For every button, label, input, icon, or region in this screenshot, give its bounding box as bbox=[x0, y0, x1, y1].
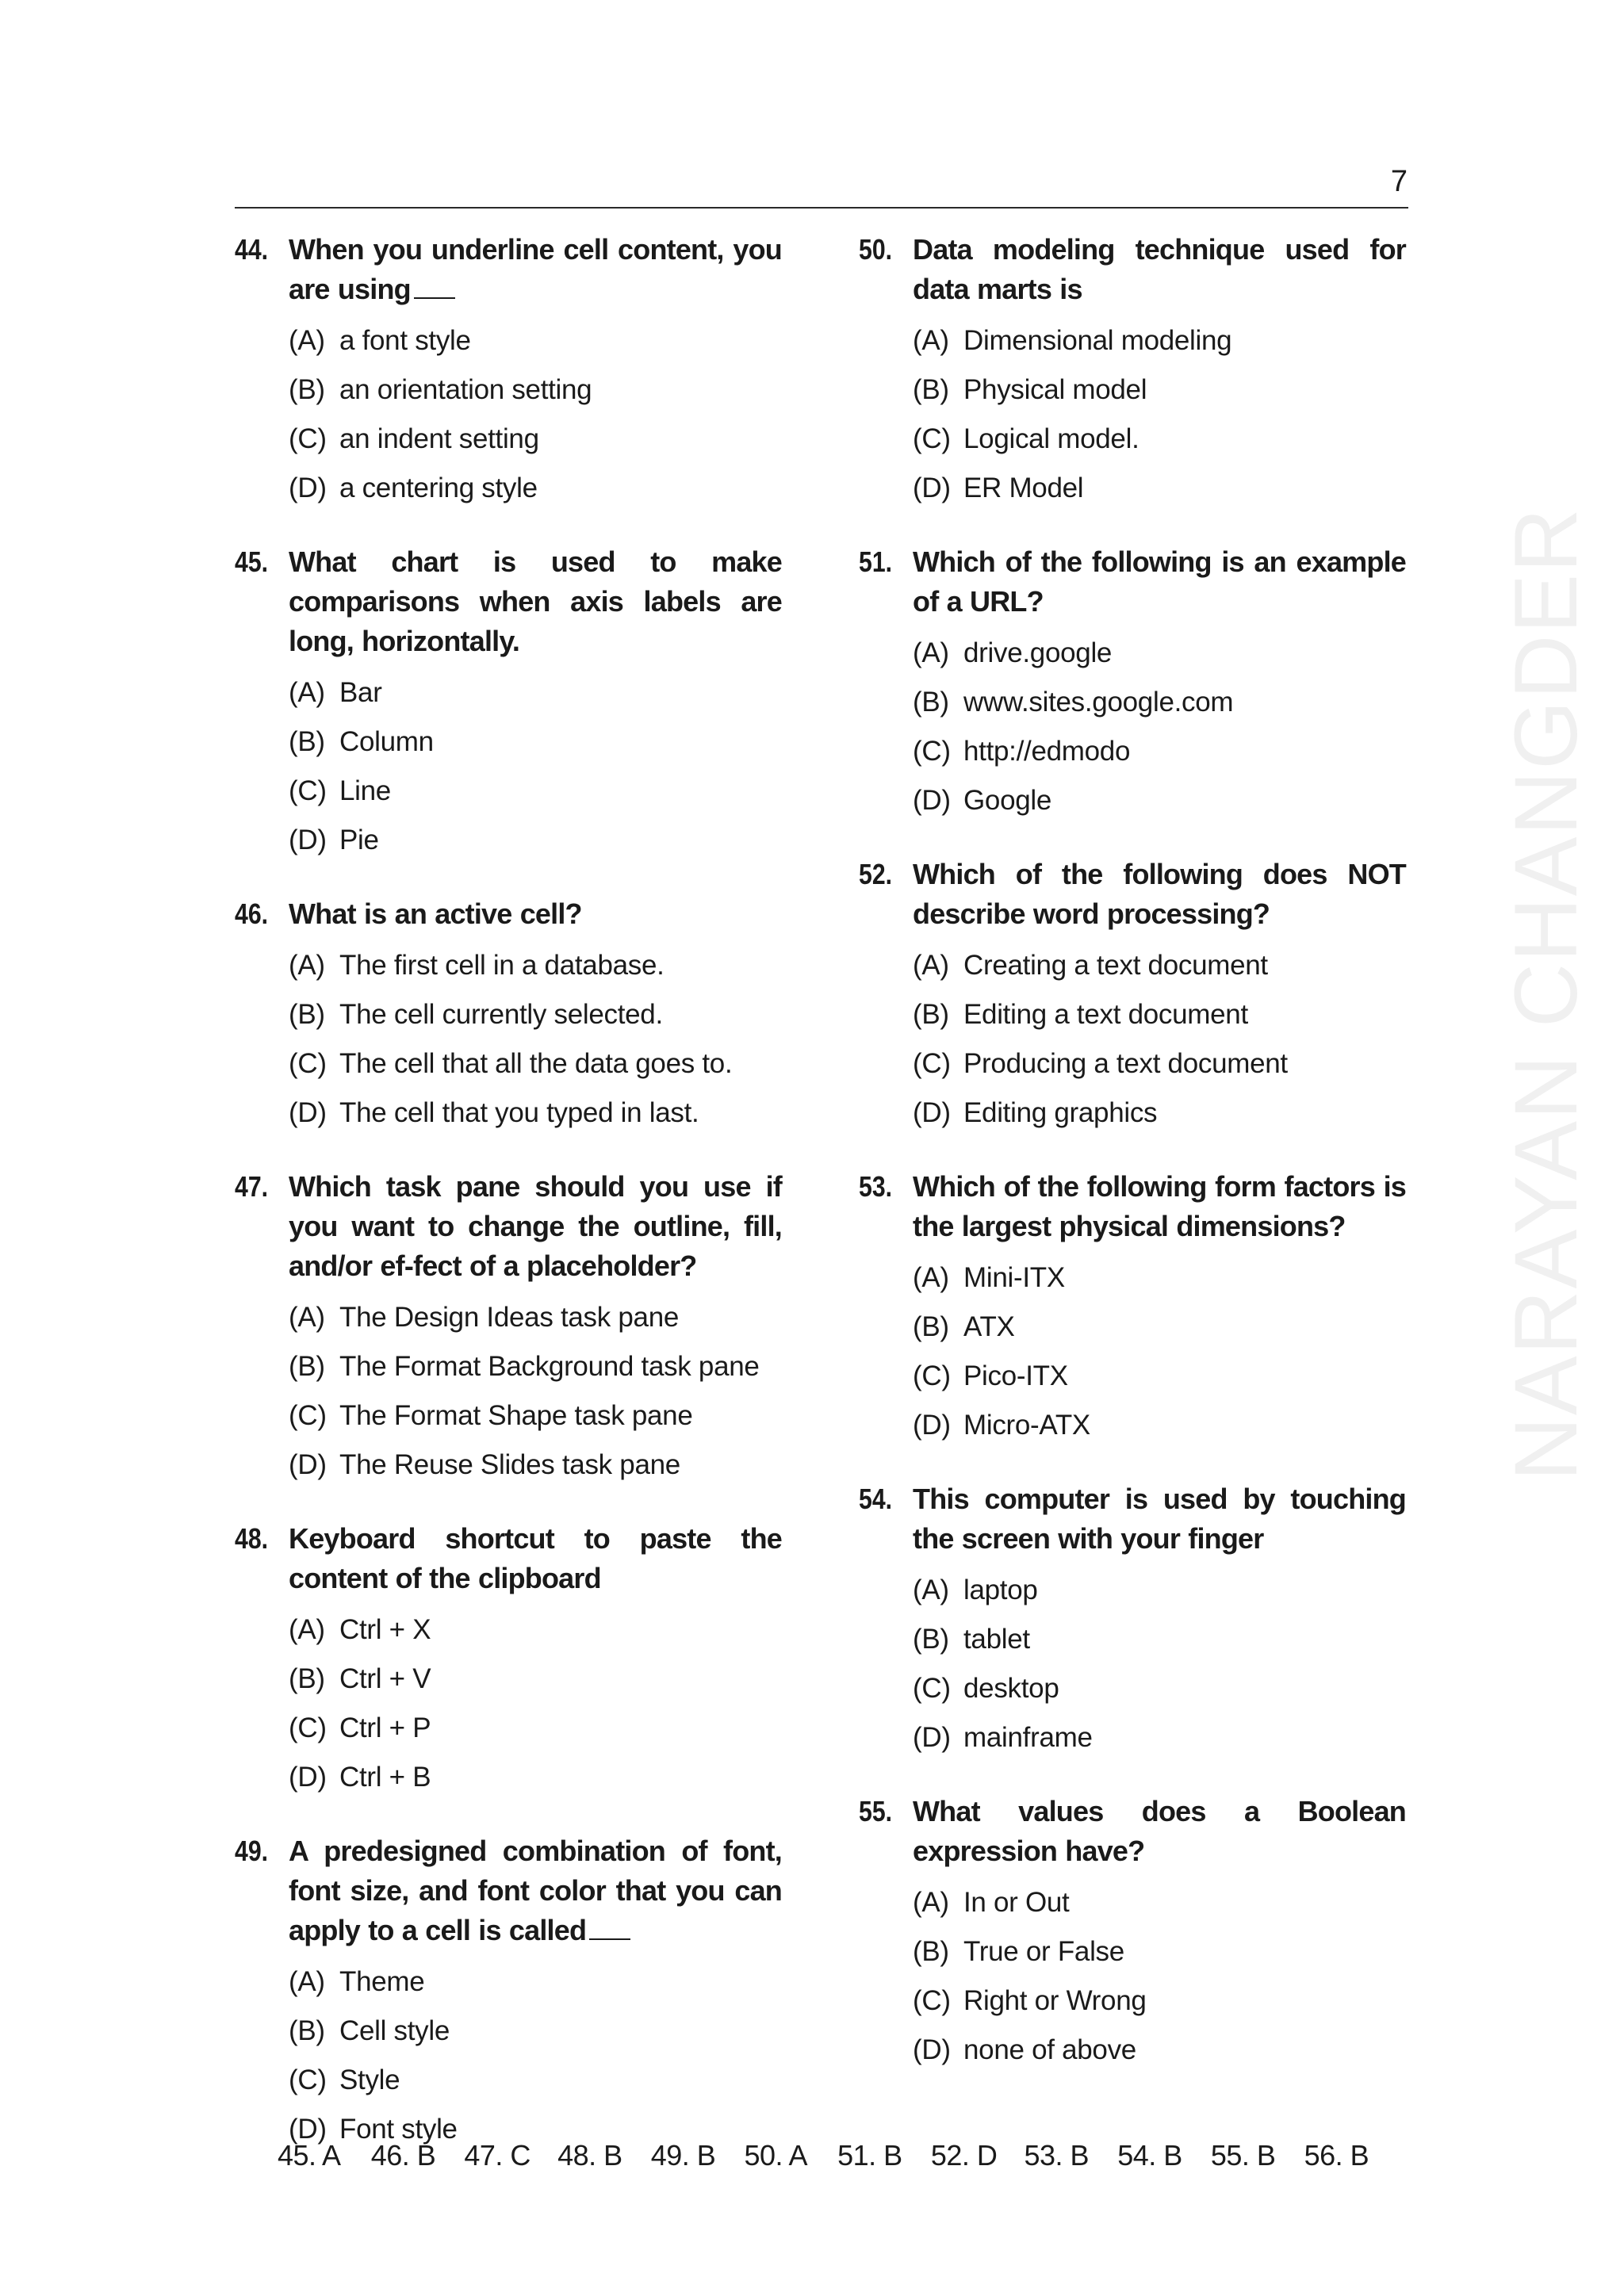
option-text: Dimensional modeling bbox=[963, 325, 1232, 356]
option-b bbox=[289, 1342, 782, 1391]
option-c bbox=[289, 1039, 782, 1089]
option-d bbox=[289, 816, 782, 865]
option-text: http://edmodo bbox=[963, 736, 1131, 767]
option-letter: (D) bbox=[913, 1410, 951, 1441]
option-a bbox=[913, 629, 1406, 678]
option-text: The Design Ideas task pane bbox=[339, 1302, 680, 1333]
answer-key-entry: 53. B bbox=[1024, 2139, 1090, 2172]
option-text: desktop bbox=[963, 1673, 1059, 1704]
option-a bbox=[289, 316, 782, 365]
option-letter: (A) bbox=[913, 1262, 949, 1293]
question-stem bbox=[913, 1479, 1406, 1559]
question-stem bbox=[913, 230, 1406, 309]
option-letter: (C) bbox=[913, 423, 951, 454]
option-letter: (C) bbox=[913, 1673, 951, 1704]
answer-key-entry: 49. B bbox=[650, 2139, 716, 2172]
option-text: Theme bbox=[339, 1966, 425, 1997]
option-b bbox=[289, 2007, 782, 2056]
option-text: Ctrl + B bbox=[339, 1762, 431, 1793]
question-45 bbox=[235, 542, 782, 865]
option-text: Producing a text document bbox=[963, 1048, 1288, 1079]
option-letter: (D) bbox=[289, 1449, 327, 1480]
option-a bbox=[913, 941, 1406, 990]
option-letter: (C) bbox=[289, 1712, 327, 1743]
option-c bbox=[289, 767, 782, 816]
question-stem bbox=[289, 1831, 782, 1950]
question-stem-text: When you underline cell content, you are using bbox=[289, 233, 782, 305]
question-stem-text: Which task pane should you use if you want to change the outline, fill, and/or ef-fect of a placeholder? bbox=[289, 1170, 782, 1282]
question-number: 44. bbox=[235, 233, 269, 266]
option-text: The Format Background task pane bbox=[339, 1351, 760, 1382]
option-b bbox=[289, 1655, 782, 1704]
option-b bbox=[289, 718, 782, 767]
option-text: laptop bbox=[963, 1575, 1038, 1605]
option-text: tablet bbox=[963, 1624, 1030, 1655]
question-number: 55. bbox=[859, 1795, 893, 1827]
option-text: The cell currently selected. bbox=[339, 999, 663, 1030]
option-text: Editing a text document bbox=[963, 999, 1248, 1030]
option-d bbox=[289, 1089, 782, 1138]
option-c bbox=[913, 1664, 1406, 1713]
option-d bbox=[913, 464, 1406, 513]
option-c bbox=[913, 1352, 1406, 1401]
option-d bbox=[913, 1713, 1406, 1762]
option-letter: (B) bbox=[289, 374, 325, 405]
option-letter: (B) bbox=[913, 374, 949, 405]
question-50 bbox=[859, 230, 1406, 513]
right-column bbox=[859, 230, 1406, 2104]
option-d bbox=[913, 2026, 1406, 2075]
option-text: The Reuse Slides task pane bbox=[339, 1449, 680, 1480]
option-c bbox=[913, 727, 1406, 776]
option-d bbox=[913, 1089, 1406, 1138]
option-b bbox=[913, 1927, 1406, 1976]
option-letter: (B) bbox=[913, 1624, 949, 1655]
option-letter: (B) bbox=[913, 1311, 949, 1342]
option-text: True or False bbox=[963, 1936, 1124, 1967]
option-letter: (A) bbox=[289, 1614, 325, 1645]
answer-key-entry: 54. B bbox=[1117, 2139, 1182, 2172]
question-stem bbox=[289, 1519, 782, 1598]
left-column bbox=[235, 230, 782, 2183]
option-text: In or Out bbox=[963, 1887, 1070, 1918]
answer-key-entry: 50. A bbox=[744, 2139, 808, 2172]
option-text: Google bbox=[963, 785, 1052, 816]
question-53 bbox=[859, 1167, 1406, 1450]
option-b bbox=[289, 365, 782, 415]
watermark: NARAYAN CHANGDER bbox=[1496, 507, 1595, 1481]
option-letter: (C) bbox=[289, 1048, 327, 1079]
option-letter: (A) bbox=[289, 1302, 325, 1333]
option-letter: (D) bbox=[913, 1722, 951, 1753]
option-b bbox=[913, 1615, 1406, 1664]
question-46 bbox=[235, 894, 782, 1138]
option-letter: (B) bbox=[289, 2015, 325, 2046]
question-number: 54. bbox=[859, 1483, 893, 1515]
question-49 bbox=[235, 1831, 782, 2154]
option-letter: (D) bbox=[289, 1762, 327, 1793]
option-text: Creating a text document bbox=[963, 950, 1268, 981]
option-text: Column bbox=[339, 726, 434, 757]
question-stem bbox=[289, 542, 782, 661]
question-55 bbox=[859, 1792, 1406, 2075]
question-stem bbox=[913, 542, 1406, 622]
option-letter: (C) bbox=[913, 1048, 951, 1079]
option-letter: (B) bbox=[913, 687, 949, 718]
question-number: 47. bbox=[235, 1170, 269, 1203]
question-48 bbox=[235, 1519, 782, 1802]
question-stem bbox=[913, 1167, 1406, 1246]
question-stem-text: Which of the following does NOT describe word processing? bbox=[913, 858, 1406, 930]
option-letter: (C) bbox=[913, 736, 951, 767]
option-text: Ctrl + X bbox=[339, 1614, 431, 1645]
page-number: 7 bbox=[1390, 165, 1408, 198]
option-letter: (D) bbox=[913, 2034, 951, 2065]
question-stem bbox=[913, 1792, 1406, 1871]
option-letter: (C) bbox=[289, 423, 327, 454]
answer-key-entry: 48. B bbox=[557, 2139, 622, 2172]
question-52 bbox=[859, 855, 1406, 1138]
answer-key-entry: 46. B bbox=[370, 2139, 436, 2172]
answer-key-entry: 51. B bbox=[837, 2139, 902, 2172]
option-text: a centering style bbox=[339, 473, 538, 503]
option-text: ER Model bbox=[963, 473, 1084, 503]
answer-key-entry: 47. C bbox=[464, 2139, 530, 2172]
question-stem-text: Which of the following is an example of a URL? bbox=[913, 545, 1406, 618]
option-letter: (B) bbox=[913, 1936, 949, 1967]
question-stem-text: What is an active cell? bbox=[289, 897, 582, 930]
question-51 bbox=[859, 542, 1406, 825]
answer-blank bbox=[414, 274, 455, 299]
option-letter: (A) bbox=[913, 1887, 949, 1918]
option-letter: (C) bbox=[913, 1985, 951, 2016]
option-text: an orientation setting bbox=[339, 374, 592, 405]
option-text: Right or Wrong bbox=[963, 1985, 1147, 2016]
option-d bbox=[289, 464, 782, 513]
question-stem-text: A predesigned combination of font, font size, and font color that you can apply to a cell is called bbox=[289, 1835, 782, 1946]
option-text: Logical model. bbox=[963, 423, 1139, 454]
option-c bbox=[913, 1039, 1406, 1089]
answer-key-entry: 56. B bbox=[1304, 2139, 1369, 2172]
option-letter: (A) bbox=[289, 325, 325, 356]
option-b bbox=[913, 1303, 1406, 1352]
option-c bbox=[289, 1391, 782, 1441]
option-text: a font style bbox=[339, 325, 471, 356]
option-text: Pico-ITX bbox=[963, 1360, 1068, 1391]
question-stem-text: Data modeling technique used for data marts is bbox=[913, 233, 1406, 305]
option-text: Font style bbox=[339, 2114, 458, 2145]
option-text: an indent setting bbox=[339, 423, 539, 454]
option-text: www.sites.google.com bbox=[963, 687, 1234, 718]
option-letter: (D) bbox=[289, 2114, 327, 2145]
answer-blank bbox=[589, 1915, 630, 1940]
option-text: none of above bbox=[963, 2034, 1136, 2065]
option-letter: (B) bbox=[289, 1351, 325, 1382]
option-a bbox=[913, 316, 1406, 365]
option-text: Mini-ITX bbox=[963, 1262, 1065, 1293]
option-a bbox=[289, 941, 782, 990]
option-text: The first cell in a database. bbox=[339, 950, 665, 981]
option-c bbox=[913, 415, 1406, 464]
option-letter: (A) bbox=[913, 637, 949, 668]
question-number: 48. bbox=[235, 1522, 269, 1555]
question-stem-text: This computer is used by touching the screen with your finger bbox=[913, 1483, 1406, 1555]
option-d bbox=[913, 776, 1406, 825]
option-b bbox=[913, 365, 1406, 415]
option-text: Pie bbox=[339, 825, 379, 855]
question-47 bbox=[235, 1167, 782, 1490]
option-a bbox=[913, 1878, 1406, 1927]
question-54 bbox=[859, 1479, 1406, 1762]
option-letter: (D) bbox=[289, 473, 327, 503]
option-letter: (A) bbox=[289, 1966, 325, 1997]
option-text: Line bbox=[339, 775, 391, 806]
option-text: Cell style bbox=[339, 2015, 450, 2046]
option-letter: (A) bbox=[913, 1575, 949, 1605]
question-stem-text: Keyboard shortcut to paste the content of the clipboard bbox=[289, 1522, 782, 1594]
option-text: Editing graphics bbox=[963, 1097, 1158, 1128]
option-letter: (A) bbox=[289, 950, 325, 981]
option-text: Bar bbox=[339, 677, 382, 708]
option-text: Physical model bbox=[963, 374, 1147, 405]
option-letter: (B) bbox=[289, 1663, 325, 1694]
option-letter: (D) bbox=[913, 473, 951, 503]
option-letter: (C) bbox=[289, 775, 327, 806]
option-c bbox=[289, 2056, 782, 2105]
question-number: 53. bbox=[859, 1170, 893, 1203]
question-stem bbox=[289, 1167, 782, 1286]
question-stem bbox=[289, 230, 782, 309]
option-a bbox=[289, 668, 782, 718]
option-c bbox=[289, 1704, 782, 1753]
option-a bbox=[289, 1957, 782, 2007]
header-rule bbox=[235, 207, 1408, 209]
option-a bbox=[913, 1566, 1406, 1615]
option-b bbox=[289, 990, 782, 1039]
option-d bbox=[289, 1441, 782, 1490]
option-letter: (B) bbox=[289, 726, 325, 757]
question-number: 51. bbox=[859, 545, 893, 578]
question-stem-text: What values does a Boolean expression have? bbox=[913, 1795, 1406, 1867]
question-stem bbox=[913, 855, 1406, 934]
answer-key bbox=[278, 2139, 1419, 2172]
option-letter: (C) bbox=[289, 2064, 327, 2095]
option-a bbox=[913, 1253, 1406, 1303]
question-number: 52. bbox=[859, 858, 893, 890]
option-letter: (B) bbox=[289, 999, 325, 1030]
option-d bbox=[913, 1401, 1406, 1450]
option-c bbox=[289, 415, 782, 464]
option-letter: (D) bbox=[913, 785, 951, 816]
option-d bbox=[289, 1753, 782, 1802]
option-text: Ctrl + P bbox=[339, 1712, 431, 1743]
question-44 bbox=[235, 230, 782, 513]
option-text: mainframe bbox=[963, 1722, 1093, 1753]
option-text: The Format Shape task pane bbox=[339, 1400, 693, 1431]
option-letter: (A) bbox=[289, 677, 325, 708]
option-letter: (A) bbox=[913, 950, 949, 981]
option-text: The cell that all the data goes to. bbox=[339, 1048, 733, 1079]
option-a bbox=[289, 1605, 782, 1655]
answer-key-entry: 45. A bbox=[278, 2139, 341, 2172]
option-letter: (C) bbox=[289, 1400, 327, 1431]
question-number: 49. bbox=[235, 1835, 269, 1867]
option-text: The cell that you typed in last. bbox=[339, 1097, 699, 1128]
option-letter: (D) bbox=[289, 1097, 327, 1128]
option-text: Ctrl + V bbox=[339, 1663, 431, 1694]
option-letter: (D) bbox=[289, 825, 327, 855]
option-letter: (C) bbox=[913, 1360, 951, 1391]
option-c bbox=[913, 1976, 1406, 2026]
question-stem bbox=[289, 894, 782, 934]
question-number: 45. bbox=[235, 545, 269, 578]
option-letter: (D) bbox=[913, 1097, 951, 1128]
option-letter: (A) bbox=[913, 325, 949, 356]
option-b bbox=[913, 990, 1406, 1039]
option-text: ATX bbox=[963, 1311, 1015, 1342]
question-number: 46. bbox=[235, 897, 269, 930]
option-letter: (B) bbox=[913, 999, 949, 1030]
option-a bbox=[289, 1293, 782, 1342]
answer-key-entry: 52. D bbox=[930, 2139, 998, 2172]
question-number: 50. bbox=[859, 233, 893, 266]
option-b bbox=[913, 678, 1406, 727]
option-text: Micro-ATX bbox=[963, 1410, 1090, 1441]
answer-key-entry: 55. B bbox=[1210, 2139, 1276, 2172]
option-text: drive.google bbox=[963, 637, 1113, 668]
question-stem-text: Which of the following form factors is the largest physical dimensions? bbox=[913, 1170, 1406, 1242]
option-text: Style bbox=[339, 2064, 400, 2095]
question-stem-text: What chart is used to make comparisons when axis labels are long, horizontally. bbox=[289, 545, 782, 657]
